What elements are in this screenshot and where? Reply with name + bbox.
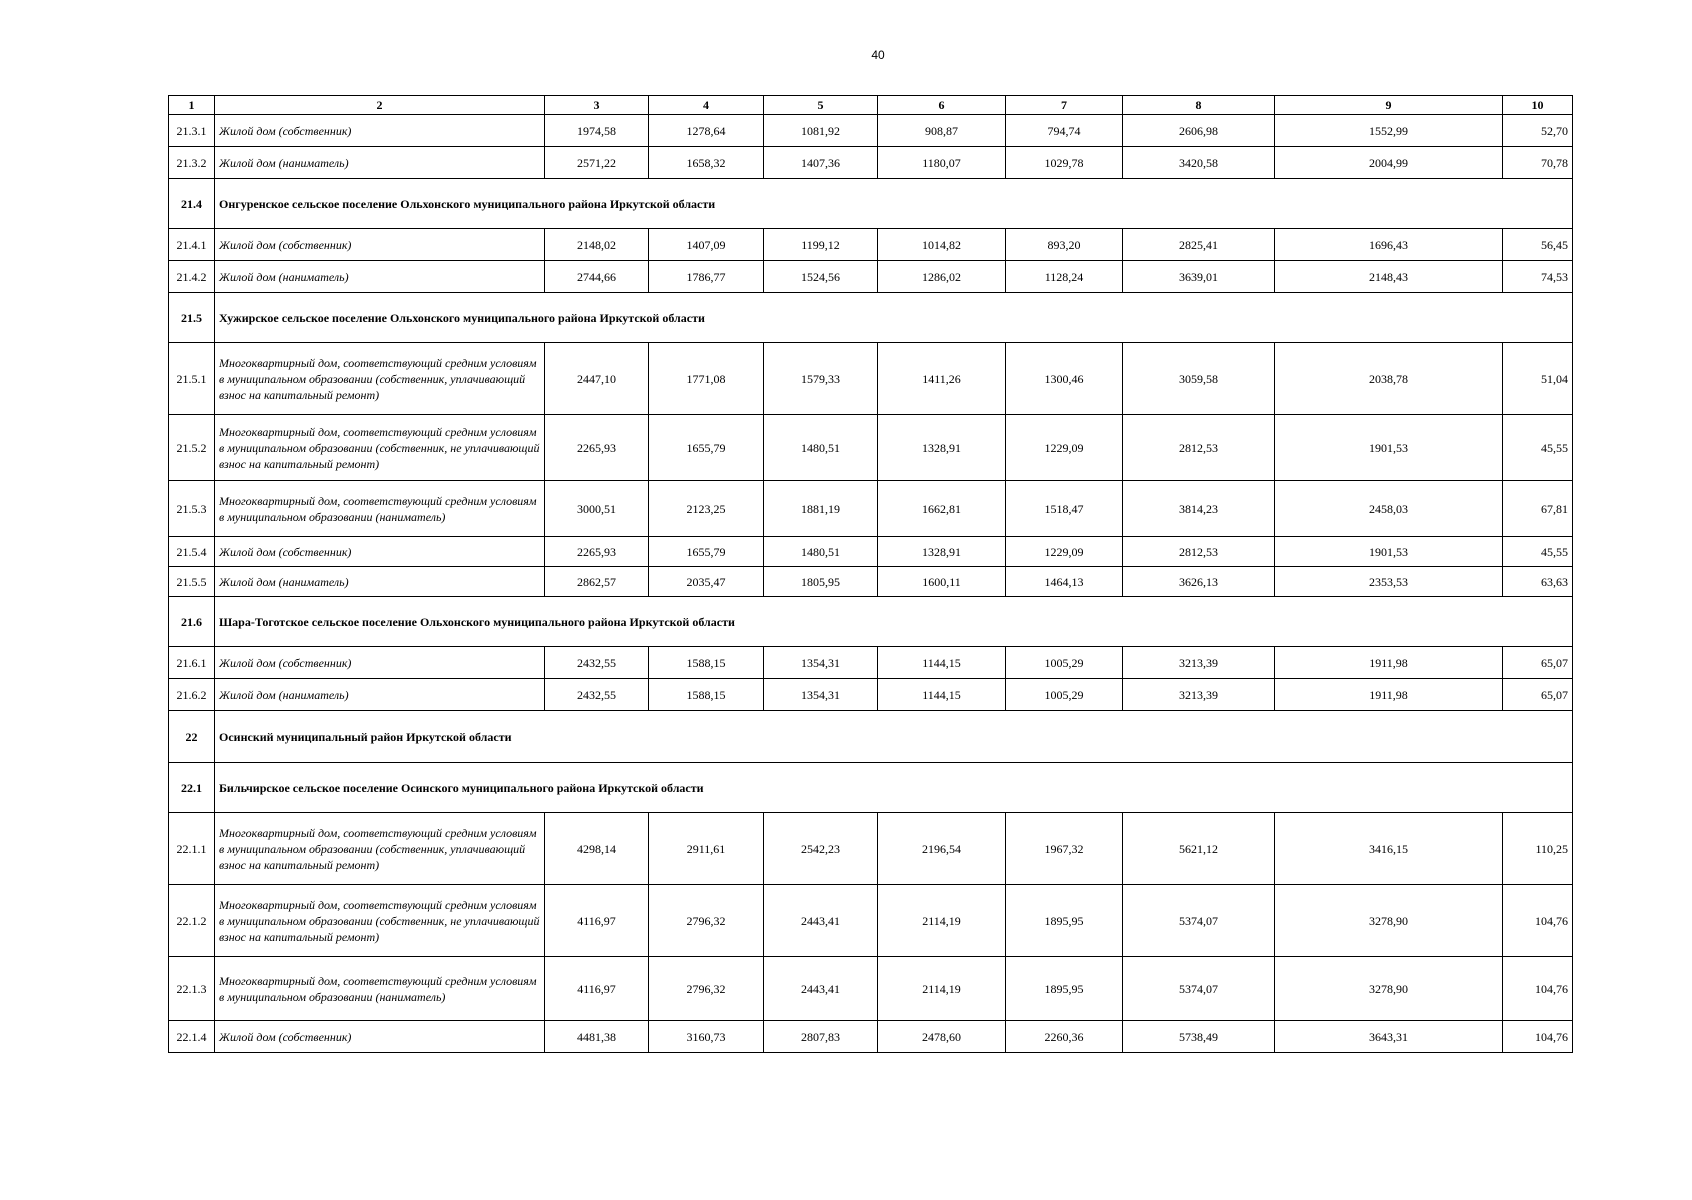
row-number: 22.1.1 (169, 813, 215, 885)
value-cell: 1895,95 (1006, 885, 1123, 957)
row-number: 21.3.1 (169, 115, 215, 147)
value-cell: 74,53 (1503, 261, 1573, 293)
row-number: 21.6.2 (169, 679, 215, 711)
housing-type: Жилой дом (собственник) (215, 1021, 545, 1053)
row-number: 21.5.2 (169, 415, 215, 481)
housing-type: Многоквартирный дом, соответствующий средним условиям в муниципальном образовании (собственник, уплачивающий взнос на капитальный ремонт) (215, 343, 545, 415)
value-cell: 1911,98 (1275, 679, 1503, 711)
value-cell: 51,04 (1503, 343, 1573, 415)
value-cell: 2447,10 (545, 343, 649, 415)
value-cell: 1655,79 (649, 537, 764, 567)
value-cell: 1480,51 (764, 415, 878, 481)
row-number: 21.3.2 (169, 147, 215, 179)
value-cell: 2114,19 (878, 885, 1006, 957)
housing-type: Жилой дом (наниматель) (215, 679, 545, 711)
value-cell: 2911,61 (649, 813, 764, 885)
value-cell: 2196,54 (878, 813, 1006, 885)
value-cell: 104,76 (1503, 957, 1573, 1021)
value-cell: 1407,09 (649, 229, 764, 261)
value-cell: 2571,22 (545, 147, 649, 179)
table-row (169, 957, 1573, 1021)
value-cell: 5374,07 (1123, 957, 1275, 1021)
value-cell: 1901,53 (1275, 537, 1503, 567)
value-cell: 1144,15 (878, 679, 1006, 711)
row-number: 22.1.4 (169, 1021, 215, 1053)
value-cell: 5738,49 (1123, 1021, 1275, 1053)
value-cell: 1552,99 (1275, 115, 1503, 147)
housing-type: Жилой дом (наниматель) (215, 147, 545, 179)
value-cell: 45,55 (1503, 537, 1573, 567)
value-cell: 56,45 (1503, 229, 1573, 261)
value-cell: 2796,32 (649, 957, 764, 1021)
table-body (169, 115, 1573, 1053)
tariff-table (168, 95, 1573, 1053)
housing-type: Многоквартирный дом, соответствующий средним условиям в муниципальном образовании (наниматель) (215, 481, 545, 537)
section-title: Онгуренское сельское поселение Ольхонского муниципального района Иркутской области (215, 179, 1573, 229)
value-cell: 5374,07 (1123, 885, 1275, 957)
value-cell: 1278,64 (649, 115, 764, 147)
value-cell: 2114,19 (878, 957, 1006, 1021)
value-cell: 4298,14 (545, 813, 649, 885)
row-number: 22.1.3 (169, 957, 215, 1021)
value-cell: 110,25 (1503, 813, 1573, 885)
value-cell: 1662,81 (878, 481, 1006, 537)
value-cell: 2123,25 (649, 481, 764, 537)
value-cell: 2148,43 (1275, 261, 1503, 293)
value-cell: 1300,46 (1006, 343, 1123, 415)
row-number: 22 (169, 711, 215, 763)
table-row (169, 261, 1573, 293)
value-cell: 1911,98 (1275, 647, 1503, 679)
table-row (169, 415, 1573, 481)
housing-type: Жилой дом (собственник) (215, 537, 545, 567)
column-header: 6 (878, 96, 1006, 115)
section-row (169, 179, 1573, 229)
table-row (169, 813, 1573, 885)
column-header: 10 (1503, 96, 1573, 115)
table-row (169, 647, 1573, 679)
value-cell: 1588,15 (649, 679, 764, 711)
value-cell: 1286,02 (878, 261, 1006, 293)
value-cell: 1579,33 (764, 343, 878, 415)
value-cell: 5621,12 (1123, 813, 1275, 885)
value-cell: 1128,24 (1006, 261, 1123, 293)
row-number: 21.5.5 (169, 567, 215, 597)
value-cell: 45,55 (1503, 415, 1573, 481)
table-row (169, 343, 1573, 415)
table-row (169, 481, 1573, 537)
value-cell: 3059,58 (1123, 343, 1275, 415)
value-cell: 2265,93 (545, 537, 649, 567)
value-cell: 2038,78 (1275, 343, 1503, 415)
row-number: 21.5 (169, 293, 215, 343)
row-number: 21.5.4 (169, 537, 215, 567)
housing-type: Жилой дом (наниматель) (215, 567, 545, 597)
value-cell: 104,76 (1503, 885, 1573, 957)
value-cell: 3420,58 (1123, 147, 1275, 179)
page-number: 40 (871, 48, 885, 62)
value-cell: 2265,93 (545, 415, 649, 481)
housing-type: Многоквартирный дом, соответствующий средним условиям в муниципальном образовании (собственник, уплачивающий взнос на капитальный ремонт) (215, 813, 545, 885)
value-cell: 3160,73 (649, 1021, 764, 1053)
row-number: 21.6 (169, 597, 215, 647)
value-cell: 2807,83 (764, 1021, 878, 1053)
table-row (169, 229, 1573, 261)
value-cell: 3213,39 (1123, 647, 1275, 679)
housing-type: Жилой дом (наниматель) (215, 261, 545, 293)
column-header: 3 (545, 96, 649, 115)
value-cell: 1229,09 (1006, 537, 1123, 567)
value-cell: 2744,66 (545, 261, 649, 293)
value-cell: 1411,26 (878, 343, 1006, 415)
value-cell: 1600,11 (878, 567, 1006, 597)
housing-type: Многоквартирный дом, соответствующий средним условиям в муниципальном образовании (наниматель) (215, 957, 545, 1021)
value-cell: 2353,53 (1275, 567, 1503, 597)
value-cell: 1771,08 (649, 343, 764, 415)
value-cell: 3643,31 (1275, 1021, 1503, 1053)
housing-type: Многоквартирный дом, соответствующий средним условиям в муниципальном образовании (собственник, не уплачивающий взнос на капитальный ремонт) (215, 885, 545, 957)
value-cell: 1480,51 (764, 537, 878, 567)
section-row (169, 597, 1573, 647)
value-cell: 2812,53 (1123, 537, 1275, 567)
value-cell: 2862,57 (545, 567, 649, 597)
value-cell: 1005,29 (1006, 647, 1123, 679)
value-cell: 2606,98 (1123, 115, 1275, 147)
value-cell: 1144,15 (878, 647, 1006, 679)
table-row (169, 567, 1573, 597)
section-row (169, 763, 1573, 813)
row-number: 21.4.1 (169, 229, 215, 261)
value-cell: 4481,38 (545, 1021, 649, 1053)
value-cell: 1967,32 (1006, 813, 1123, 885)
row-number: 21.4.2 (169, 261, 215, 293)
value-cell: 4116,97 (545, 885, 649, 957)
table-row (169, 885, 1573, 957)
value-cell: 2260,36 (1006, 1021, 1123, 1053)
section-title: Бильчирское сельское поселение Осинского муниципального района Иркутской области (215, 763, 1573, 813)
value-cell: 1081,92 (764, 115, 878, 147)
table-row (169, 1021, 1573, 1053)
value-cell: 104,76 (1503, 1021, 1573, 1053)
value-cell: 1014,82 (878, 229, 1006, 261)
value-cell: 67,81 (1503, 481, 1573, 537)
value-cell: 2035,47 (649, 567, 764, 597)
value-cell: 1029,78 (1006, 147, 1123, 179)
value-cell: 1180,07 (878, 147, 1006, 179)
table-row (169, 147, 1573, 179)
column-header: 9 (1275, 96, 1503, 115)
value-cell: 1895,95 (1006, 957, 1123, 1021)
value-cell: 70,78 (1503, 147, 1573, 179)
value-cell: 3213,39 (1123, 679, 1275, 711)
value-cell: 2004,99 (1275, 147, 1503, 179)
value-cell: 1199,12 (764, 229, 878, 261)
value-cell: 2812,53 (1123, 415, 1275, 481)
value-cell: 1328,91 (878, 415, 1006, 481)
value-cell: 1524,56 (764, 261, 878, 293)
row-number: 22.1 (169, 763, 215, 813)
section-title: Осинский муниципальный район Иркутской области (215, 711, 1573, 763)
value-cell: 65,07 (1503, 679, 1573, 711)
value-cell: 2796,32 (649, 885, 764, 957)
section-title: Шара-Тоготское сельское поселение Ольхонского муниципального района Иркутской области (215, 597, 1573, 647)
value-cell: 1005,29 (1006, 679, 1123, 711)
value-cell: 65,07 (1503, 647, 1573, 679)
value-cell: 2148,02 (545, 229, 649, 261)
value-cell: 3416,15 (1275, 813, 1503, 885)
value-cell: 2478,60 (878, 1021, 1006, 1053)
value-cell: 893,20 (1006, 229, 1123, 261)
value-cell: 3000,51 (545, 481, 649, 537)
value-cell: 63,63 (1503, 567, 1573, 597)
value-cell: 1696,43 (1275, 229, 1503, 261)
value-cell: 1464,13 (1006, 567, 1123, 597)
value-cell: 2432,55 (545, 647, 649, 679)
row-number: 21.5.3 (169, 481, 215, 537)
value-cell: 3278,90 (1275, 957, 1503, 1021)
column-header: 5 (764, 96, 878, 115)
value-cell: 2443,41 (764, 957, 878, 1021)
value-cell: 908,87 (878, 115, 1006, 147)
value-cell: 3278,90 (1275, 885, 1503, 957)
housing-type: Многоквартирный дом, соответствующий средним условиям в муниципальном образовании (собственник, не уплачивающий взнос на капитальный ремонт) (215, 415, 545, 481)
column-header: 8 (1123, 96, 1275, 115)
value-cell: 794,74 (1006, 115, 1123, 147)
value-cell: 1805,95 (764, 567, 878, 597)
value-cell: 1588,15 (649, 647, 764, 679)
value-cell: 2432,55 (545, 679, 649, 711)
value-cell: 1974,58 (545, 115, 649, 147)
value-cell: 1786,77 (649, 261, 764, 293)
header-row (169, 96, 1573, 115)
value-cell: 2825,41 (1123, 229, 1275, 261)
column-header: 4 (649, 96, 764, 115)
value-cell: 1658,32 (649, 147, 764, 179)
value-cell: 1354,31 (764, 679, 878, 711)
housing-type: Жилой дом (собственник) (215, 229, 545, 261)
row-number: 22.1.2 (169, 885, 215, 957)
row-number: 21.5.1 (169, 343, 215, 415)
table-row (169, 115, 1573, 147)
housing-type: Жилой дом (собственник) (215, 647, 545, 679)
value-cell: 1354,31 (764, 647, 878, 679)
value-cell: 2443,41 (764, 885, 878, 957)
table-row (169, 537, 1573, 567)
section-title: Хужирское сельское поселение Ольхонского муниципального района Иркутской области (215, 293, 1573, 343)
value-cell: 52,70 (1503, 115, 1573, 147)
column-header: 1 (169, 96, 215, 115)
value-cell: 1901,53 (1275, 415, 1503, 481)
column-header: 2 (215, 96, 545, 115)
housing-type: Жилой дом (собственник) (215, 115, 545, 147)
section-row (169, 711, 1573, 763)
value-cell: 1229,09 (1006, 415, 1123, 481)
section-row (169, 293, 1573, 343)
value-cell: 1518,47 (1006, 481, 1123, 537)
value-cell: 1407,36 (764, 147, 878, 179)
row-number: 21.4 (169, 179, 215, 229)
value-cell: 4116,97 (545, 957, 649, 1021)
row-number: 21.6.1 (169, 647, 215, 679)
value-cell: 2458,03 (1275, 481, 1503, 537)
column-header: 7 (1006, 96, 1123, 115)
value-cell: 1655,79 (649, 415, 764, 481)
value-cell: 3626,13 (1123, 567, 1275, 597)
value-cell: 3814,23 (1123, 481, 1275, 537)
value-cell: 1881,19 (764, 481, 878, 537)
table-row (169, 679, 1573, 711)
value-cell: 3639,01 (1123, 261, 1275, 293)
value-cell: 2542,23 (764, 813, 878, 885)
value-cell: 1328,91 (878, 537, 1006, 567)
